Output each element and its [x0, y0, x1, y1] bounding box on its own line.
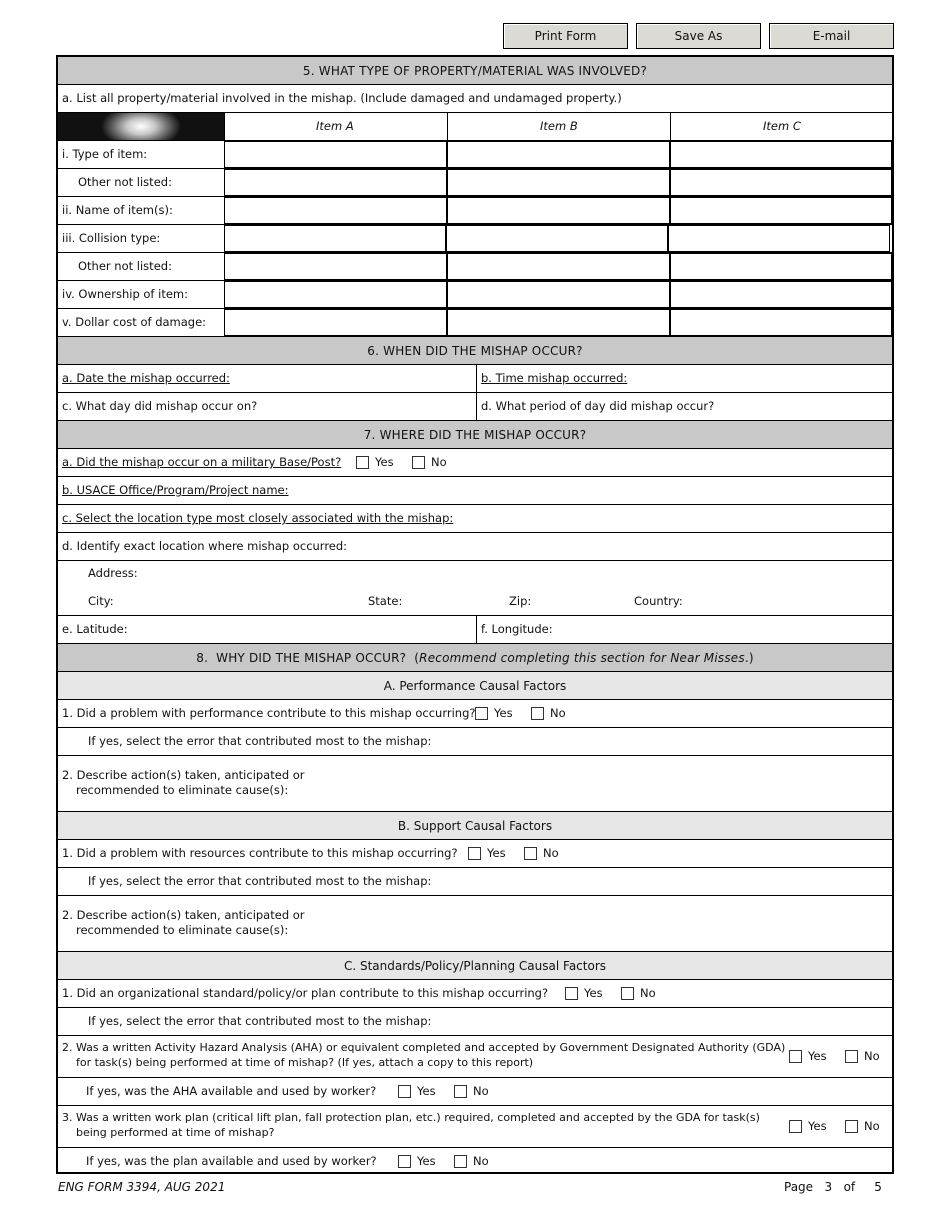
exact-location-label: d. Identify exact location where mishap occurred: — [62, 539, 348, 553]
row-label-collision: iii. Collision type: — [62, 231, 161, 245]
cost-item-c-field[interactable] — [670, 309, 892, 336]
b-q2-row — [58, 896, 892, 952]
sec5-column-header-row — [58, 113, 892, 141]
row-label-other-type: Other not listed: — [78, 175, 172, 189]
a-ifyes-row — [58, 728, 892, 756]
c-q3-yes-checkbox[interactable] — [789, 1120, 802, 1133]
c-q3c-no-label: No — [473, 1154, 489, 1168]
c-q1-no-checkbox[interactable] — [621, 987, 634, 1000]
a-q1-yes-checkbox[interactable] — [475, 707, 488, 720]
row-label-name: ii. Name of item(s): — [62, 203, 173, 217]
save-as-button[interactable]: Save As — [636, 23, 761, 49]
sec5-row-ownership — [58, 281, 892, 309]
section-8-title: 8. WHY DID THE MISHAP OCCUR? ( — [196, 650, 420, 665]
c-q1-row — [58, 980, 892, 1008]
c-q3c-yes-checkbox[interactable] — [398, 1155, 411, 1168]
c-q2-no-checkbox[interactable] — [845, 1050, 858, 1063]
section-8-title-end: .) — [744, 650, 754, 665]
section-8-header — [58, 644, 892, 672]
page-number: Page 3 of 5 — [784, 1180, 882, 1194]
c-q3c-row — [58, 1148, 892, 1174]
base-question: a. Did the mishap occur on a military Base/Post? — [62, 455, 342, 469]
city-label: City: — [88, 594, 114, 608]
sec7-loctype-row — [58, 505, 892, 533]
address-label: Address: — [88, 566, 138, 580]
ownership-item-a-field[interactable] — [224, 281, 447, 308]
name-item-a-field[interactable] — [224, 197, 447, 224]
a-q1-no-checkbox[interactable] — [531, 707, 544, 720]
section-7-header — [58, 421, 892, 449]
sec6-row-2 — [58, 393, 892, 421]
other-collision-item-c-field[interactable] — [670, 253, 892, 280]
c-q1-no-label: No — [640, 986, 656, 1000]
subsection-c-header — [58, 952, 892, 980]
column-item-a: Item A — [316, 119, 354, 133]
other-type-item-c-field[interactable] — [670, 169, 892, 196]
c-ifyes-label: If yes, select the error that contributed most to the mishap: — [88, 1014, 432, 1028]
sec7-exact-row — [58, 533, 892, 561]
base-yes-checkbox[interactable] — [356, 456, 369, 469]
a-q1-no-label: No — [550, 706, 566, 720]
date-label[interactable]: a. Date the mishap occurred: — [62, 371, 230, 385]
state-label: State: — [368, 594, 403, 608]
a-ifyes-label: If yes, select the error that contributed most to the mishap: — [88, 734, 432, 748]
c-q2-yes-checkbox[interactable] — [789, 1050, 802, 1063]
a-q2-label-line1: 2. Describe action(s) taken, anticipated or — [62, 768, 305, 782]
sec5-intro-row — [58, 85, 892, 113]
collision-item-b-field[interactable] — [446, 225, 668, 252]
c-q3c-no-checkbox[interactable] — [454, 1155, 467, 1168]
a-q2-label-line2: recommended to eliminate cause(s): — [76, 783, 289, 797]
other-collision-item-b-field[interactable] — [447, 253, 670, 280]
c-q3-no-checkbox[interactable] — [845, 1120, 858, 1133]
country-label: Country: — [634, 594, 683, 608]
collision-item-a-field[interactable] — [224, 225, 446, 252]
b-q1-yes-label: Yes — [487, 846, 506, 860]
b-q1-no-checkbox[interactable] — [524, 847, 537, 860]
row-label-type: i. Type of item: — [62, 147, 148, 161]
column-item-c: Item C — [763, 119, 801, 133]
b-q1-label: 1. Did a problem with resources contribute to this mishap occurring? — [62, 846, 458, 860]
collision-item-c-field[interactable] — [668, 225, 890, 252]
section-5-title: 5. WHAT TYPE OF PROPERTY/MATERIAL WAS INVOLVED? — [302, 63, 648, 78]
row-label-cost: v. Dollar cost of damage: — [62, 315, 207, 329]
type-item-b-field[interactable] — [447, 141, 670, 168]
c-q3c-yes-label: Yes — [417, 1154, 436, 1168]
c-q3-row — [58, 1106, 892, 1148]
cost-item-a-field[interactable] — [224, 309, 447, 336]
c-q2-no-label: No — [864, 1049, 880, 1063]
c-q3-no-label: No — [864, 1119, 880, 1133]
c-q2-yes-label: Yes — [808, 1049, 827, 1063]
other-type-item-a-field[interactable] — [224, 169, 447, 196]
decorative-gradient — [58, 113, 224, 140]
subsection-b-title: B. Support Causal Factors — [397, 818, 553, 833]
c-ifyes-row — [58, 1008, 892, 1036]
sec6-row-1 — [58, 365, 892, 393]
b-q2-label-line1: 2. Describe action(s) taken, anticipated or — [62, 908, 305, 922]
c-q1-yes-label: Yes — [584, 986, 603, 1000]
time-label[interactable]: b. Time mishap occurred: — [481, 371, 628, 385]
column-item-b: Item B — [540, 119, 578, 133]
a-q1-row — [58, 700, 892, 728]
c-q3-label-line1: 3. Was a written work plan (critical lift plan, fall protection plan, etc.) required, completed and accepted by the GDA for task(s) — [62, 1111, 760, 1124]
sec5-row-cost — [58, 309, 892, 337]
form-id: ENG FORM 3394, AUG 2021 — [58, 1180, 226, 1194]
other-type-item-b-field[interactable] — [447, 169, 670, 196]
c-q2-label-line2: for task(s) being performed at time of mishap? (If yes, attach a copy to this report) — [76, 1056, 534, 1069]
sec5-row-type — [58, 141, 892, 169]
subsection-a-title: A. Performance Causal Factors — [383, 678, 567, 693]
b-q1-yes-checkbox[interactable] — [468, 847, 481, 860]
section-7-title: 7. WHERE DID THE MISHAP OCCUR? — [363, 427, 587, 442]
sec5-row-collision — [58, 225, 892, 253]
ownership-item-b-field[interactable] — [447, 281, 670, 308]
c-q2-row — [58, 1036, 892, 1078]
latitude-label: e. Latitude: — [62, 622, 128, 636]
sec7-base-row — [58, 449, 892, 477]
print-form-button[interactable]: Print Form — [503, 23, 628, 49]
ownership-item-c-field[interactable] — [670, 281, 892, 308]
a-q1-label: 1. Did a problem with performance contribute to this mishap occurring? — [62, 706, 476, 720]
c-q1-yes-checkbox[interactable] — [565, 987, 578, 1000]
section-6-header — [58, 337, 892, 365]
section-6-title: 6. WHEN DID THE MISHAP OCCUR? — [367, 343, 583, 358]
b-q2-label-line2: recommended to eliminate cause(s): — [76, 923, 289, 937]
cost-item-b-field[interactable] — [447, 309, 670, 336]
c-q3c-label: If yes, was the plan available and used by worker? — [86, 1154, 377, 1168]
sec7-address-block — [58, 560, 892, 616]
section-5-header — [58, 57, 892, 85]
c-q2-label-line1: 2. Was a written Activity Hazard Analysis (AHA) or equivalent completed and accepted by Government Designated Authority (GDA) — [62, 1041, 786, 1054]
c-q2c-no-label: No — [473, 1084, 489, 1098]
b-q1-row — [58, 840, 892, 868]
type-item-a-field[interactable] — [224, 141, 447, 168]
email-button[interactable]: E-mail — [769, 23, 894, 49]
a-q2-row — [58, 756, 892, 812]
c-q2c-yes-label: Yes — [417, 1084, 436, 1098]
b-ifyes-label: If yes, select the error that contributed most to the mishap: — [88, 874, 432, 888]
location-type-label[interactable]: c. Select the location type most closely associated with the mishap: — [62, 511, 454, 525]
c-q2c-no-checkbox[interactable] — [454, 1085, 467, 1098]
base-no-label: No — [431, 455, 447, 469]
name-item-b-field[interactable] — [447, 197, 670, 224]
a-q1-yes-label: Yes — [494, 706, 513, 720]
form-page — [56, 55, 894, 1174]
sec5-row-other-collision — [58, 253, 892, 281]
day-label: c. What day did mishap occur on? — [62, 399, 258, 413]
sec5-row-name — [58, 197, 892, 225]
zip-label: Zip: — [509, 594, 532, 608]
c-q1-label: 1. Did an organizational standard/policy/or plan contribute to this mishap occurring? — [62, 986, 549, 1000]
sec5-intro: a. List all property/material involved in the mishap. (Include damaged and undamaged property.) — [62, 91, 622, 105]
base-no-checkbox[interactable] — [412, 456, 425, 469]
subsection-a-header — [58, 672, 892, 700]
base-yes-label: Yes — [375, 455, 394, 469]
c-q3-label-line2: being performed at time of mishap? — [76, 1126, 275, 1139]
office-label[interactable]: b. USACE Office/Program/Project name: — [62, 483, 289, 497]
c-q3-yes-label: Yes — [808, 1119, 827, 1133]
other-collision-item-a-field[interactable] — [224, 253, 447, 280]
period-label: d. What period of day did mishap occur? — [481, 399, 715, 413]
row-label-other-collision: Other not listed: — [78, 259, 172, 273]
b-ifyes-row — [58, 868, 892, 896]
subsection-c-title: C. Standards/Policy/Planning Causal Factors — [343, 958, 607, 973]
row-label-ownership: iv. Ownership of item: — [62, 287, 188, 301]
sec5-row-other-type — [58, 169, 892, 197]
longitude-label: f. Longitude: — [481, 622, 553, 636]
section-8-note: Recommend completing this section for Near Misses — [419, 650, 745, 665]
sec7-office-row — [58, 477, 892, 505]
name-item-c-field[interactable] — [670, 197, 892, 224]
b-q1-no-label: No — [543, 846, 559, 860]
subsection-b-header — [58, 812, 892, 840]
sec7-coords-row — [58, 616, 892, 644]
c-q2c-yes-checkbox[interactable] — [398, 1085, 411, 1098]
c-q2c-row — [58, 1078, 892, 1106]
c-q2c-label: If yes, was the AHA available and used by worker? — [86, 1084, 377, 1098]
type-item-c-field[interactable] — [670, 141, 892, 168]
